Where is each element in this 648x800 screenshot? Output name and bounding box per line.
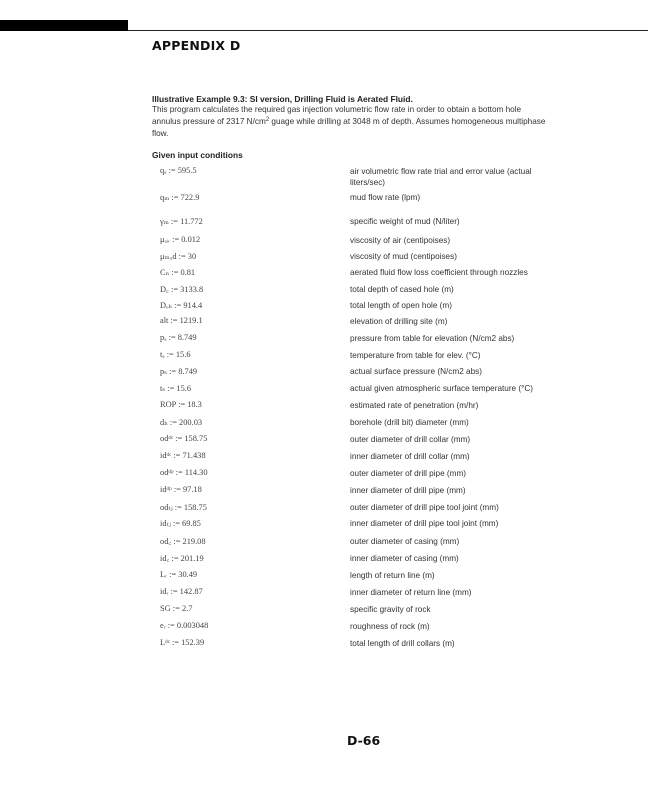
variable-expression: pₛ := 8.749 — [160, 367, 198, 376]
variable-expression: od꜀ := 219.08 — [160, 537, 206, 546]
variable-expression: qₘ := 722.9 — [160, 193, 200, 202]
variable-expression: tₛ := 15.6 — [160, 384, 192, 393]
variable-description: temperature from table for elev. (°C) — [350, 351, 481, 360]
variable-expression: tₐ := 15.6 — [160, 350, 191, 359]
header-black-bar — [0, 20, 128, 31]
variable-description: specific gravity of rock — [350, 605, 431, 614]
variable-description: mud flow rate (lpm) — [350, 193, 421, 202]
variable-expression: eᵣ := 0.003048 — [160, 621, 209, 630]
variable-expression: μₐᵢᵣ := 0.012 — [160, 235, 201, 244]
variable-description: length of return line (m) — [350, 571, 435, 580]
variable-description: outer diameter of casing (mm) — [350, 537, 460, 546]
variable-description: aerated fluid flow loss coefficient through nozzles — [350, 268, 528, 277]
variable-description: inner diameter of drill pipe tool joint (mm) — [350, 519, 499, 528]
variable-expression: D꜀ := 3133.8 — [160, 285, 204, 294]
variable-description: estimated rate of penetration (m/hr) — [350, 401, 479, 410]
variable-description: roughness of rock (m) — [350, 622, 430, 631]
variable-expression: Dₒₕ := 914.4 — [160, 301, 203, 310]
variable-expression: Cₙ := 0.81 — [160, 268, 196, 277]
variable-expression: idᵈᵖ := 97.18 — [160, 485, 202, 494]
intro-text-part2: guage while drilling at 3048 m of depth. Assumes homogeneous multiphase flow. — [152, 117, 546, 138]
variable-expression: odᵈᶜ := 158.75 — [160, 434, 208, 443]
variable-expression: id꜀ := 201.19 — [160, 554, 204, 563]
variable-description: elevation of drilling site (m) — [350, 317, 448, 326]
variable-description: outer diameter of drill pipe (mm) — [350, 469, 467, 478]
intro-text-part1: This program calculates the required gas injection volumetric flow rate in order to obtain a bottom hole annulus pressure of 2317 N/cm — [152, 105, 522, 126]
example-title: Illustrative Example 9.3: SI version, Drilling Fluid is Aerated Fluid. — [152, 94, 413, 104]
variable-expression: qₐ := 595.5 — [160, 166, 197, 175]
given-conditions-heading: Given input conditions — [152, 150, 243, 160]
variable-expression: alt := 1219.1 — [160, 316, 203, 325]
variable-expression: idₜⱼ := 69.85 — [160, 519, 201, 528]
variable-description: outer diameter of drill pipe tool joint (mm) — [350, 503, 499, 512]
variable-description: total length of drill collars (m) — [350, 639, 455, 648]
variable-expression: γₘ := 11.772 — [160, 217, 203, 226]
variable-expression: idᵈᶜ := 71.438 — [160, 451, 206, 460]
intro-superscript: 2 — [265, 117, 270, 123]
variable-expression: Lᵈᶜ := 152.39 — [160, 638, 205, 647]
variable-expression: idᵣ := 142.87 — [160, 587, 203, 596]
variable-description: inner diameter of return line (mm) — [350, 588, 472, 597]
variable-expression: ROP := 18.3 — [160, 400, 202, 409]
variable-expression: μₘᵤd := 30 — [160, 252, 197, 261]
variable-description: pressure from table for elevation (N/cm2 abs) — [350, 334, 515, 343]
variable-description: total length of open hole (m) — [350, 301, 452, 310]
variable-description: actual surface pressure (N/cm2 abs) — [350, 367, 482, 376]
variable-description: specific weight of mud (N/liter) — [350, 217, 460, 226]
variable-expression: pₐ := 8.749 — [160, 333, 197, 342]
variable-expression: odₜⱼ := 158.75 — [160, 503, 207, 512]
variable-expression: dₕ := 200.03 — [160, 418, 203, 427]
variable-expression: SG := 2.7 — [160, 604, 193, 613]
header-rule — [128, 30, 648, 31]
variable-description: viscosity of air (centipoises) — [350, 236, 451, 245]
variable-description: air volumetric flow rate trial and error value (actual liters/sec) — [350, 167, 532, 187]
variable-description: viscosity of mud (centipoises) — [350, 252, 457, 261]
example-intro — [152, 104, 552, 140]
variable-description: inner diameter of casing (mm) — [350, 554, 459, 563]
variable-expression: odᵈᵖ := 114.30 — [160, 468, 208, 477]
variable-expression: Lᵣ := 30.49 — [160, 570, 198, 579]
variable-description: inner diameter of drill collar (mm) — [350, 452, 470, 461]
variable-description: outer diameter of drill collar (mm) — [350, 435, 471, 444]
variable-description: borehole (drill bit) diameter (mm) — [350, 418, 469, 427]
variable-description: actual given atmospheric surface temperature (°C) — [350, 384, 534, 393]
page-number: D-66 — [347, 733, 381, 748]
variable-description: inner diameter of drill pipe (mm) — [350, 486, 466, 495]
variable-description: total depth of cased hole (m) — [350, 285, 454, 294]
appendix-heading: APPENDIX D — [152, 38, 241, 53]
